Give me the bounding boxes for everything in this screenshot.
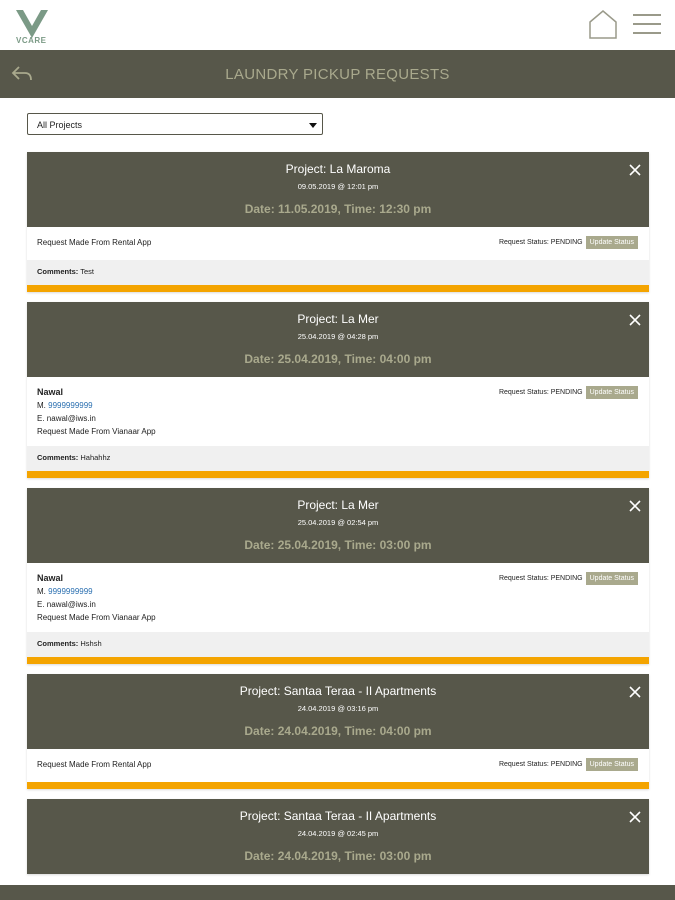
request-comments [27,632,649,657]
request-created-time: 25.04.2019 @ 02:54 pm [297,518,379,527]
title-bar [0,50,675,98]
request-status [499,386,638,399]
request-details [27,749,649,782]
request-details [27,563,649,632]
comments-text: Hshsh [80,639,102,648]
comments-label: Comments: [37,453,79,462]
comments-text: Test [80,267,94,276]
comments-text: Hahahhz [80,453,111,462]
project-name: Project: La Mer [297,312,379,326]
request-created-time: 09.05.2019 @ 12:01 pm [297,182,379,191]
request-card-header [27,488,649,563]
card-accent-bar [27,657,649,664]
close-icon[interactable] [629,500,641,512]
project-name: Project: Santaa Teraa - II Apartments [239,684,437,698]
close-icon[interactable] [629,811,641,823]
logo-text: VCARE [16,36,47,45]
pickup-datetime: Date: 25.04.2019, Time: 03:00 pm [244,538,432,552]
update-status-button[interactable]: Update Status [586,572,638,585]
request-status-label: Request Status: [498,389,549,396]
request-source: Request Made From Vianaar App [37,427,156,436]
requester-phone-line [37,399,639,412]
pickup-datetime: Date: 24.04.2019, Time: 04:00 pm [244,724,432,738]
update-status-button[interactable]: Update Status [586,758,638,771]
hamburger-menu-icon[interactable] [632,12,662,36]
update-status-button[interactable]: Update Status [586,236,638,249]
request-comments [27,446,649,471]
request-card [27,799,649,874]
requester-name: Nawal [37,573,64,583]
requester-email: nawal@iws.in [46,600,96,609]
card-accent-bar [27,782,649,789]
email-prefix: E. [37,414,45,423]
pickup-datetime: Date: 11.05.2019, Time: 12:30 pm [244,202,432,216]
comments-label: Comments: [37,267,79,276]
requester-phone-line [37,585,639,598]
request-card [27,674,649,789]
request-source: Request Made From Rental App [37,238,152,247]
requester-email: nawal@iws.in [46,414,96,423]
requester-email-line [37,412,639,425]
project-filter-select[interactable] [27,113,323,135]
card-accent-bar [27,471,649,478]
request-card-header [27,302,649,377]
request-source: Request Made From Vianaar App [37,613,156,622]
request-card [27,152,649,292]
close-icon[interactable] [629,686,641,698]
request-card [27,488,649,664]
request-status-label: Request Status: [498,239,549,246]
request-card-header [27,152,649,227]
request-source: Request Made From Rental App [37,760,152,769]
request-list [27,152,649,884]
request-comments [27,260,649,285]
project-name: Project: La Mer [297,498,379,512]
request-status-value: PENDING [550,761,583,768]
mobile-prefix: M. [37,587,46,596]
pickup-datetime: Date: 25.04.2019, Time: 04:00 pm [244,352,432,366]
request-card-header [27,674,649,749]
comments-label: Comments: [37,639,79,648]
requester-phone-link[interactable]: 9999999999 [48,401,93,410]
request-created-time: 24.04.2019 @ 02:45 pm [297,829,379,838]
project-filter-value: All Projects [37,120,83,130]
project-name: Project: La Maroma [285,162,391,176]
requester-name: Nawal [37,387,64,397]
requester-email-line [37,598,639,611]
close-icon[interactable] [629,164,641,176]
mobile-prefix: M. [37,401,46,410]
request-status [499,236,638,249]
request-status-value: PENDING [550,389,583,396]
request-status [499,572,638,585]
request-status-label: Request Status: [498,761,549,768]
close-icon[interactable] [629,314,641,326]
request-card-header [27,799,649,874]
update-status-button[interactable]: Update Status [586,386,638,399]
email-prefix: E. [37,600,45,609]
request-status-label: Request Status: [498,575,549,582]
page-title: LAUNDRY PICKUP REQUESTS [225,66,450,83]
card-accent-bar [27,285,649,292]
request-created-time: 25.04.2019 @ 04:28 pm [297,332,379,341]
top-bar [0,0,675,50]
project-name: Project: Santaa Teraa - II Apartments [239,809,437,823]
request-details [27,227,649,260]
request-status [499,758,638,771]
request-details [27,377,649,446]
request-status-value: PENDING [550,575,583,582]
chevron-down-icon [309,123,317,128]
pickup-datetime: Date: 24.04.2019, Time: 03:00 pm [244,849,432,863]
request-status-value: PENDING [550,239,583,246]
request-created-time: 24.04.2019 @ 03:16 pm [297,704,379,713]
requester-phone-link[interactable]: 9999999999 [48,587,93,596]
bottom-bar [0,885,675,900]
home-icon[interactable] [587,8,619,40]
request-card [27,302,649,478]
